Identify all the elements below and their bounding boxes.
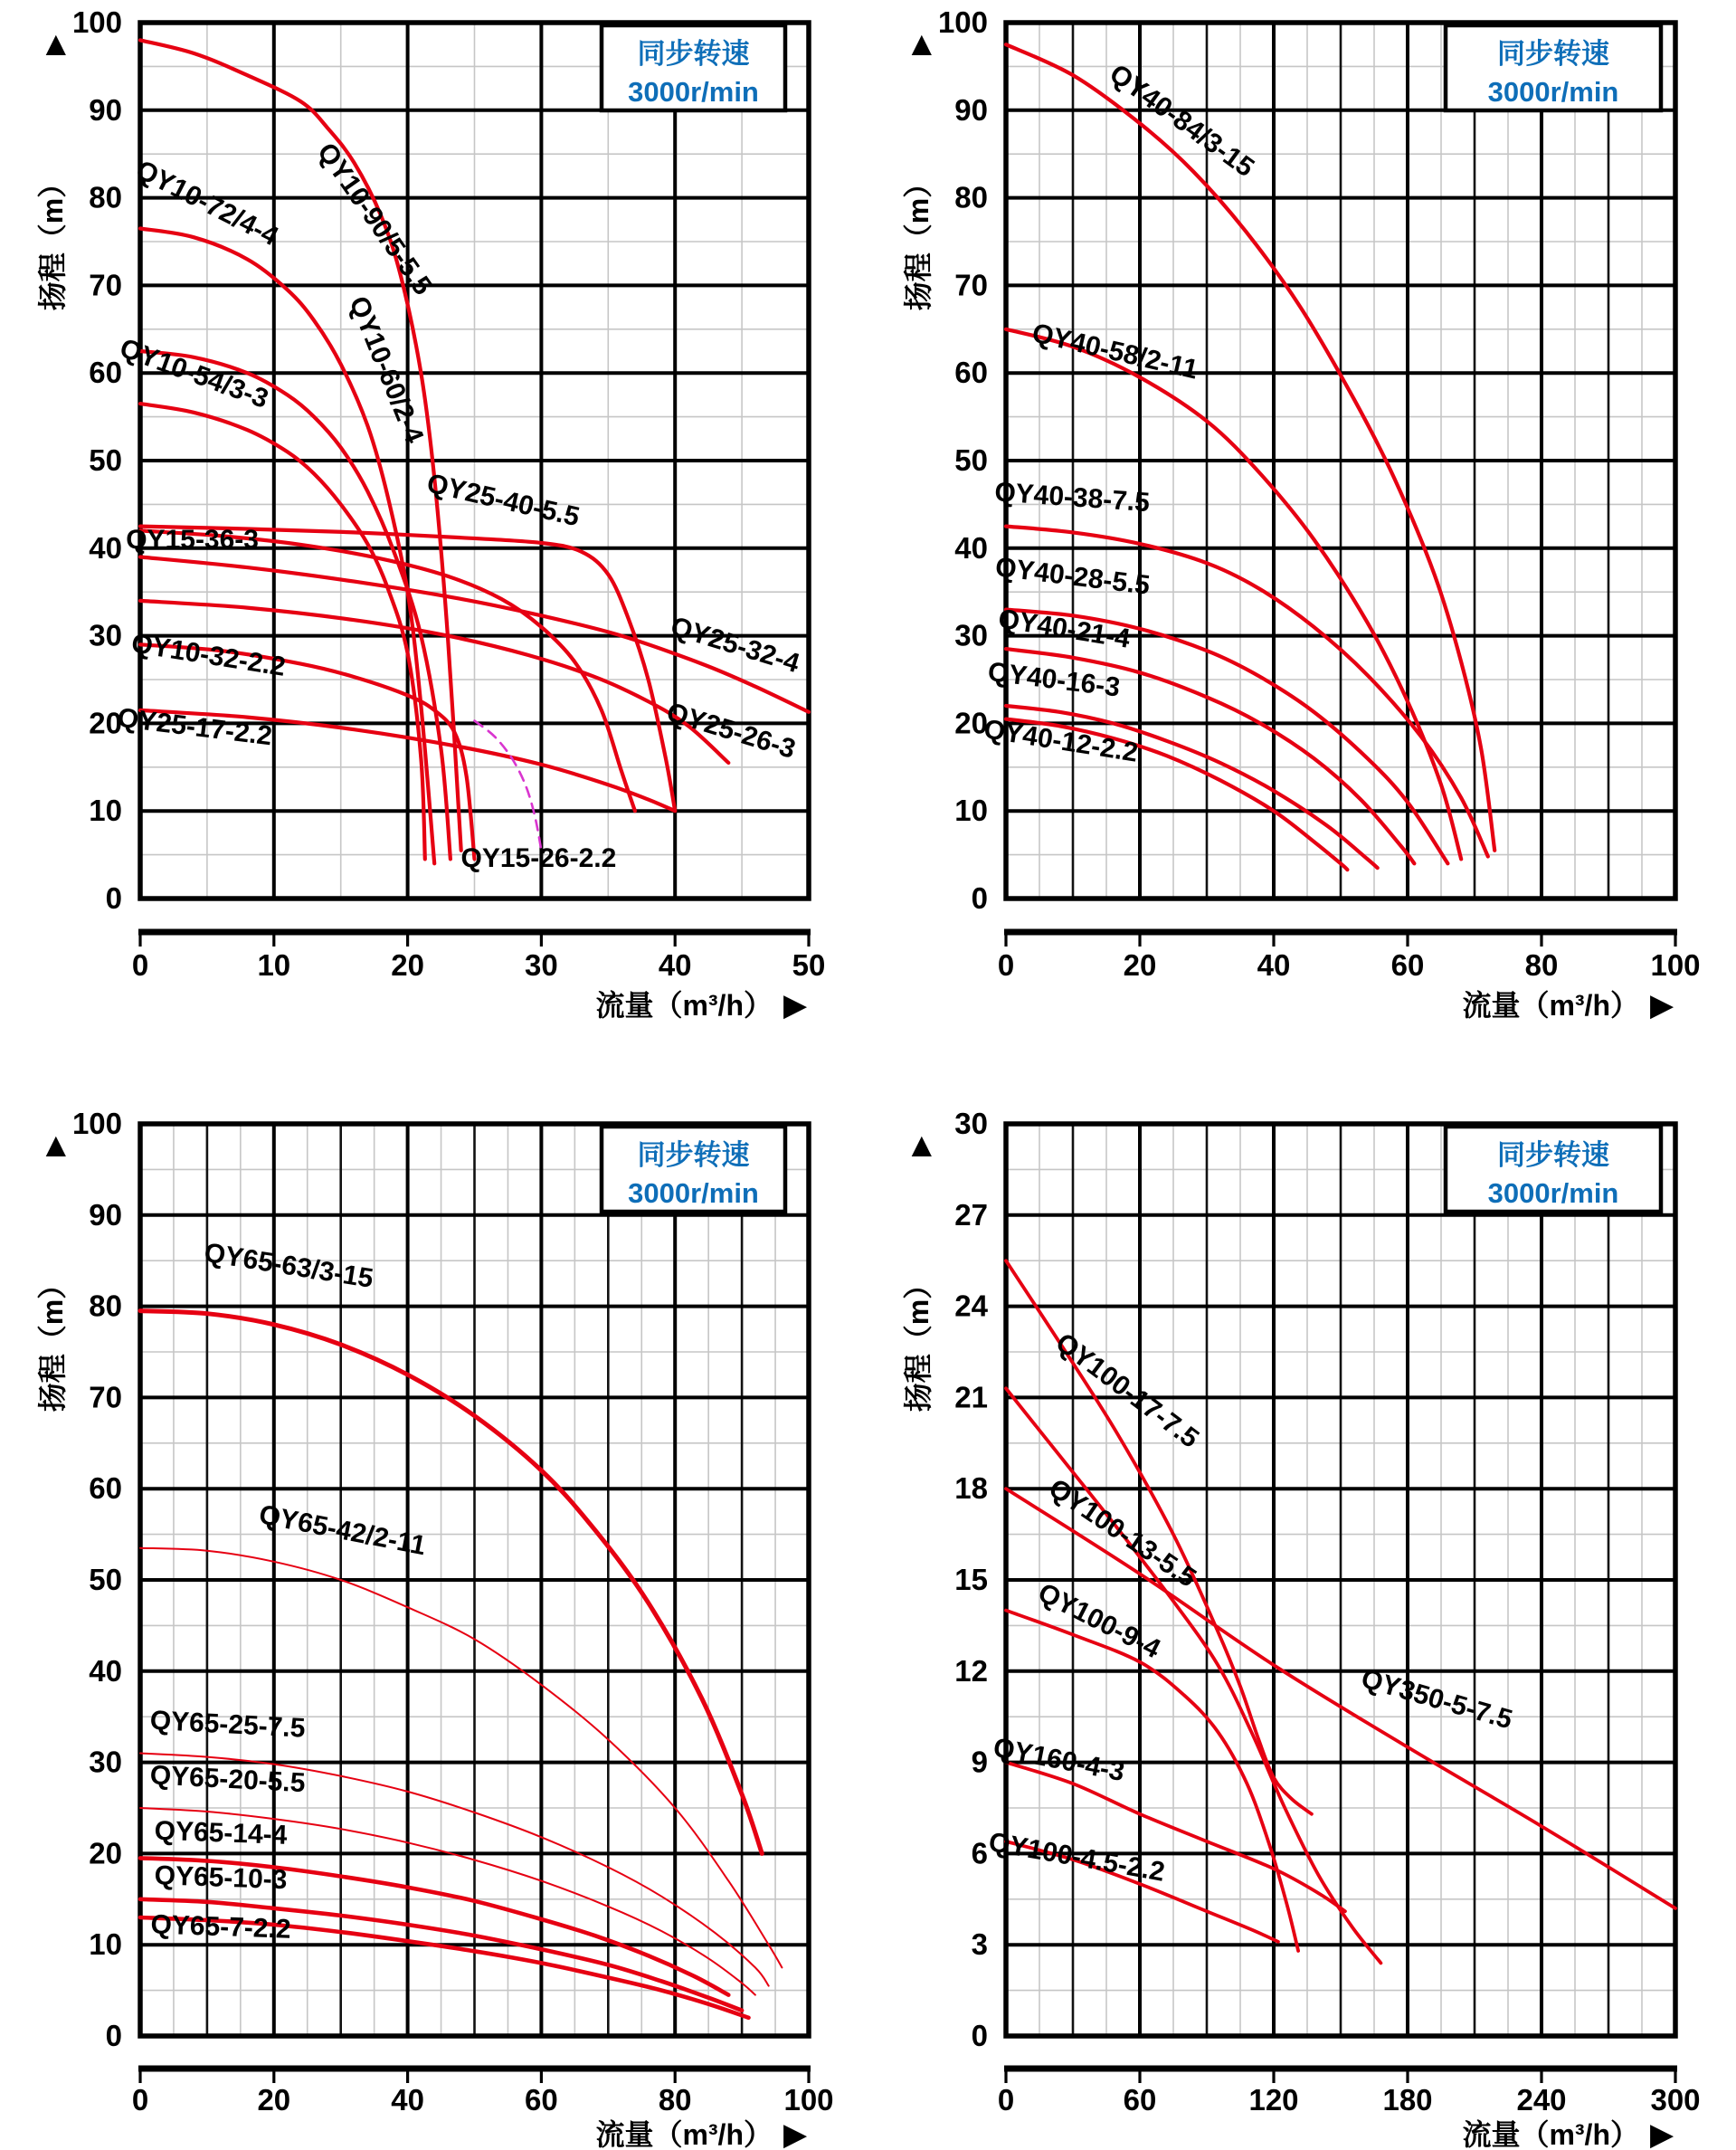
curve-label-QY10-72/4-4: QY10-72/4-4 — [130, 154, 283, 252]
curve-QY40-58/2-11 — [1006, 329, 1461, 860]
legend-line1: 同步转速 — [637, 38, 750, 70]
y-tick-label: 24 — [954, 1289, 988, 1323]
curve-label-QY40-58/2-11: QY40-58/2-11 — [1029, 318, 1201, 385]
y-tick-label: 90 — [954, 92, 988, 127]
x-tick-label: 120 — [1248, 2083, 1299, 2117]
curve-label-QY25-40-5.5: QY25-40-5.5 — [423, 468, 583, 533]
x-tick-label: 300 — [1650, 2083, 1701, 2117]
y-tick-label: 50 — [954, 443, 988, 477]
y-tick-label: 60 — [89, 1471, 122, 1506]
curve-label-QY65-14-4: QY65-14-4 — [154, 1815, 288, 1850]
y-tick-label: 9 — [971, 1745, 988, 1779]
curve-label-QY40-16-3: QY40-16-3 — [986, 656, 1122, 703]
legend-line1: 同步转速 — [1497, 1139, 1609, 1171]
y-tick-label: 90 — [89, 92, 122, 127]
curve-label-QY40-28-5.5: QY40-28-5.5 — [993, 552, 1152, 601]
curve-label-QY25-17-2.2: QY25-17-2.2 — [115, 702, 274, 752]
x-tick-label: 80 — [1524, 948, 1559, 982]
y-tick-label: 0 — [105, 2019, 122, 2052]
y-tick-label: 10 — [89, 1927, 122, 1962]
y-tick-label: 70 — [89, 268, 122, 302]
curve-label-QY25-32-4: QY25-32-4 — [667, 611, 803, 680]
curve-label-QY40-38-7.5: QY40-38-7.5 — [993, 477, 1151, 518]
x-axis-title: 流量（m³/h） — [1462, 2118, 1639, 2150]
curve-label-QY10-54/3-3: QY10-54/3-3 — [116, 333, 272, 414]
y-tick-label: 30 — [954, 1107, 988, 1140]
y-tick-label: 0 — [105, 881, 122, 915]
y-axis — [902, 1107, 989, 2052]
curve-label-QY350-5-7.5: QY350-5-7.5 — [1358, 1663, 1516, 1736]
y-tick-label: 27 — [954, 1197, 988, 1232]
y-tick-label: 10 — [954, 794, 988, 828]
y-axis-title: 扬程（m） — [36, 1270, 69, 1413]
x-tick-label: 40 — [1257, 948, 1291, 982]
y-tick-label: 20 — [89, 706, 122, 740]
y-axis — [902, 5, 988, 915]
curve-label-QY65-20-5.5: QY65-20-5.5 — [148, 1760, 307, 1799]
chart-bottom-right — [902, 1107, 1701, 2150]
x-axis-arrow-icon: ▶ — [1650, 2117, 1674, 2150]
x-axis-title: 流量（m³/h） — [595, 989, 773, 1022]
y-tick-label: 100 — [937, 5, 988, 39]
curve-label-QY15-36-3: QY15-36-3 — [126, 524, 259, 555]
x-axis-title: 流量（m³/h） — [1462, 989, 1639, 1022]
legend-line2: 3000r/min — [628, 1177, 759, 1209]
y-axis — [36, 5, 122, 915]
y-tick-label: 90 — [89, 1197, 122, 1232]
x-tick-label: 100 — [1650, 948, 1701, 982]
y-tick-label: 12 — [954, 1653, 988, 1688]
chart-top-left — [36, 5, 825, 1023]
curve-label-QY40-84/3-15: QY40-84/3-15 — [1104, 58, 1260, 184]
legend-line2: 3000r/min — [628, 76, 759, 108]
grid — [1006, 23, 1675, 899]
curve-label-QY15-26-2.2: QY15-26-2.2 — [460, 843, 617, 874]
x-tick-label: 20 — [257, 2083, 291, 2117]
x-tick-label: 20 — [1123, 948, 1157, 982]
y-tick-label: 6 — [971, 1836, 988, 1870]
y-axis-title: 扬程（m） — [36, 168, 69, 311]
y-tick-label: 18 — [954, 1471, 988, 1506]
y-tick-label: 40 — [89, 530, 122, 565]
x-axis-arrow-icon: ▶ — [783, 2117, 808, 2150]
y-axis-title: 扬程（m） — [902, 1270, 934, 1413]
legend-line2: 3000r/min — [1487, 1177, 1619, 1209]
x-tick-label: 60 — [1123, 2083, 1157, 2117]
curve-label-QY65-63/3-15: QY65-63/3-15 — [202, 1237, 375, 1294]
y-tick-label: 60 — [954, 356, 988, 390]
grid — [1006, 1124, 1675, 2036]
legend-line2: 3000r/min — [1487, 76, 1619, 108]
legend-line1: 同步转速 — [1497, 38, 1609, 70]
y-tick-label: 40 — [954, 530, 988, 565]
y-tick-label: 80 — [89, 1289, 122, 1323]
x-tick-label: 30 — [525, 948, 558, 982]
x-axis — [998, 2069, 1701, 2150]
legend-line1: 同步转速 — [637, 1139, 750, 1171]
x-tick-label: 10 — [257, 948, 291, 982]
y-axis-arrow-icon: ▲ — [39, 25, 73, 63]
x-tick-label: 0 — [997, 2083, 1015, 2117]
curve-label-QY160-4-3: QY160-4-3 — [991, 1732, 1127, 1788]
y-axis — [36, 1107, 122, 2052]
y-tick-label: 15 — [954, 1563, 988, 1596]
x-axis-arrow-icon: ▶ — [783, 988, 808, 1023]
x-axis — [132, 2069, 834, 2150]
curve-QY160-4-3 — [1006, 1763, 1345, 1912]
curve-label-QY40-12-2.2: QY40-12-2.2 — [982, 714, 1141, 768]
x-tick-label: 0 — [131, 2083, 149, 2117]
legend-bottom-right — [1446, 1127, 1661, 1212]
curve-label-QY10-32-2.2: QY10-32-2.2 — [128, 628, 288, 682]
y-tick-label: 70 — [954, 268, 988, 302]
curve-label-QY10-60/2-4: QY10-60/2-4 — [343, 291, 430, 448]
y-axis-arrow-icon: ▲ — [39, 1127, 73, 1165]
y-tick-label: 80 — [89, 180, 122, 214]
y-tick-label: 50 — [89, 443, 122, 477]
y-tick-label: 0 — [971, 2019, 988, 2052]
y-tick-label: 100 — [71, 5, 122, 39]
curve-label-QY100-17-7.5: QY100-17-7.5 — [1049, 1327, 1205, 1454]
x-tick-label: 60 — [525, 2083, 558, 2117]
y-tick-label: 100 — [71, 1107, 122, 1140]
y-tick-label: 3 — [971, 1927, 988, 1962]
y-tick-label: 10 — [89, 794, 122, 828]
x-axis-title: 流量（m³/h） — [595, 2118, 773, 2150]
x-tick-label: 40 — [658, 948, 692, 982]
x-tick-label: 100 — [783, 2083, 834, 2117]
curve-label-QY100-13-5.5: QY100-13-5.5 — [1043, 1473, 1201, 1593]
x-tick-label: 0 — [131, 948, 149, 982]
y-tick-label: 0 — [971, 881, 988, 915]
y-tick-label: 20 — [89, 1836, 122, 1870]
y-tick-label: 30 — [954, 618, 988, 652]
x-tick-label: 180 — [1382, 2083, 1433, 2117]
curve-label-QY100-9-4: QY100-9-4 — [1033, 1577, 1165, 1665]
curve-QY100-17-7.5 — [1006, 1261, 1312, 1814]
curve-QY15-26-2.2 — [475, 721, 542, 851]
x-axis — [132, 932, 826, 1023]
x-tick-label: 240 — [1516, 2083, 1567, 2117]
legend-top-right — [1446, 25, 1661, 110]
y-tick-label: 70 — [89, 1380, 122, 1414]
x-tick-label: 0 — [997, 948, 1015, 982]
y-tick-label: 60 — [89, 356, 122, 390]
chart-top-right — [902, 5, 1701, 1023]
y-axis-arrow-icon: ▲ — [905, 1127, 939, 1165]
x-tick-label: 60 — [1390, 948, 1425, 982]
y-tick-label: 40 — [89, 1653, 122, 1688]
y-axis-arrow-icon: ▲ — [905, 25, 939, 63]
x-tick-label: 80 — [658, 2083, 692, 2117]
curve-label-QY10-90/5-5.5: QY10-90/5-5.5 — [311, 138, 439, 301]
y-axis-title: 扬程（m） — [902, 168, 934, 311]
y-tick-label: 80 — [954, 180, 988, 214]
curve-label-QY25-26-3: QY25-26-3 — [663, 697, 800, 765]
curve-label-QY65-25-7.5: QY65-25-7.5 — [148, 1705, 307, 1744]
legend-bottom-left — [602, 1127, 785, 1212]
legend-top-left — [602, 25, 785, 110]
x-axis — [998, 932, 1701, 1023]
curve-label-QY65-7-2.2: QY65-7-2.2 — [149, 1909, 292, 1945]
y-tick-label: 50 — [89, 1563, 122, 1596]
y-tick-label: 30 — [89, 1745, 122, 1779]
chart-bottom-left — [36, 1107, 834, 2150]
y-tick-label: 20 — [954, 706, 988, 740]
x-axis-arrow-icon: ▶ — [1650, 988, 1674, 1023]
curves — [140, 1311, 782, 2018]
curve-label-QY100-4.5-2.2: QY100-4.5-2.2 — [986, 1827, 1167, 1888]
curve-label-QY40-21-4: QY40-21-4 — [996, 604, 1133, 654]
x-tick-label: 50 — [792, 948, 826, 982]
x-tick-label: 20 — [391, 948, 424, 982]
y-tick-label: 30 — [89, 618, 122, 652]
y-tick-label: 21 — [954, 1380, 988, 1414]
grid — [140, 23, 809, 899]
curve-label-QY65-10-3: QY65-10-3 — [154, 1860, 288, 1896]
x-tick-label: 40 — [391, 2083, 424, 2117]
curve-label-QY65-42/2-11: QY65-42/2-11 — [256, 1499, 429, 1562]
